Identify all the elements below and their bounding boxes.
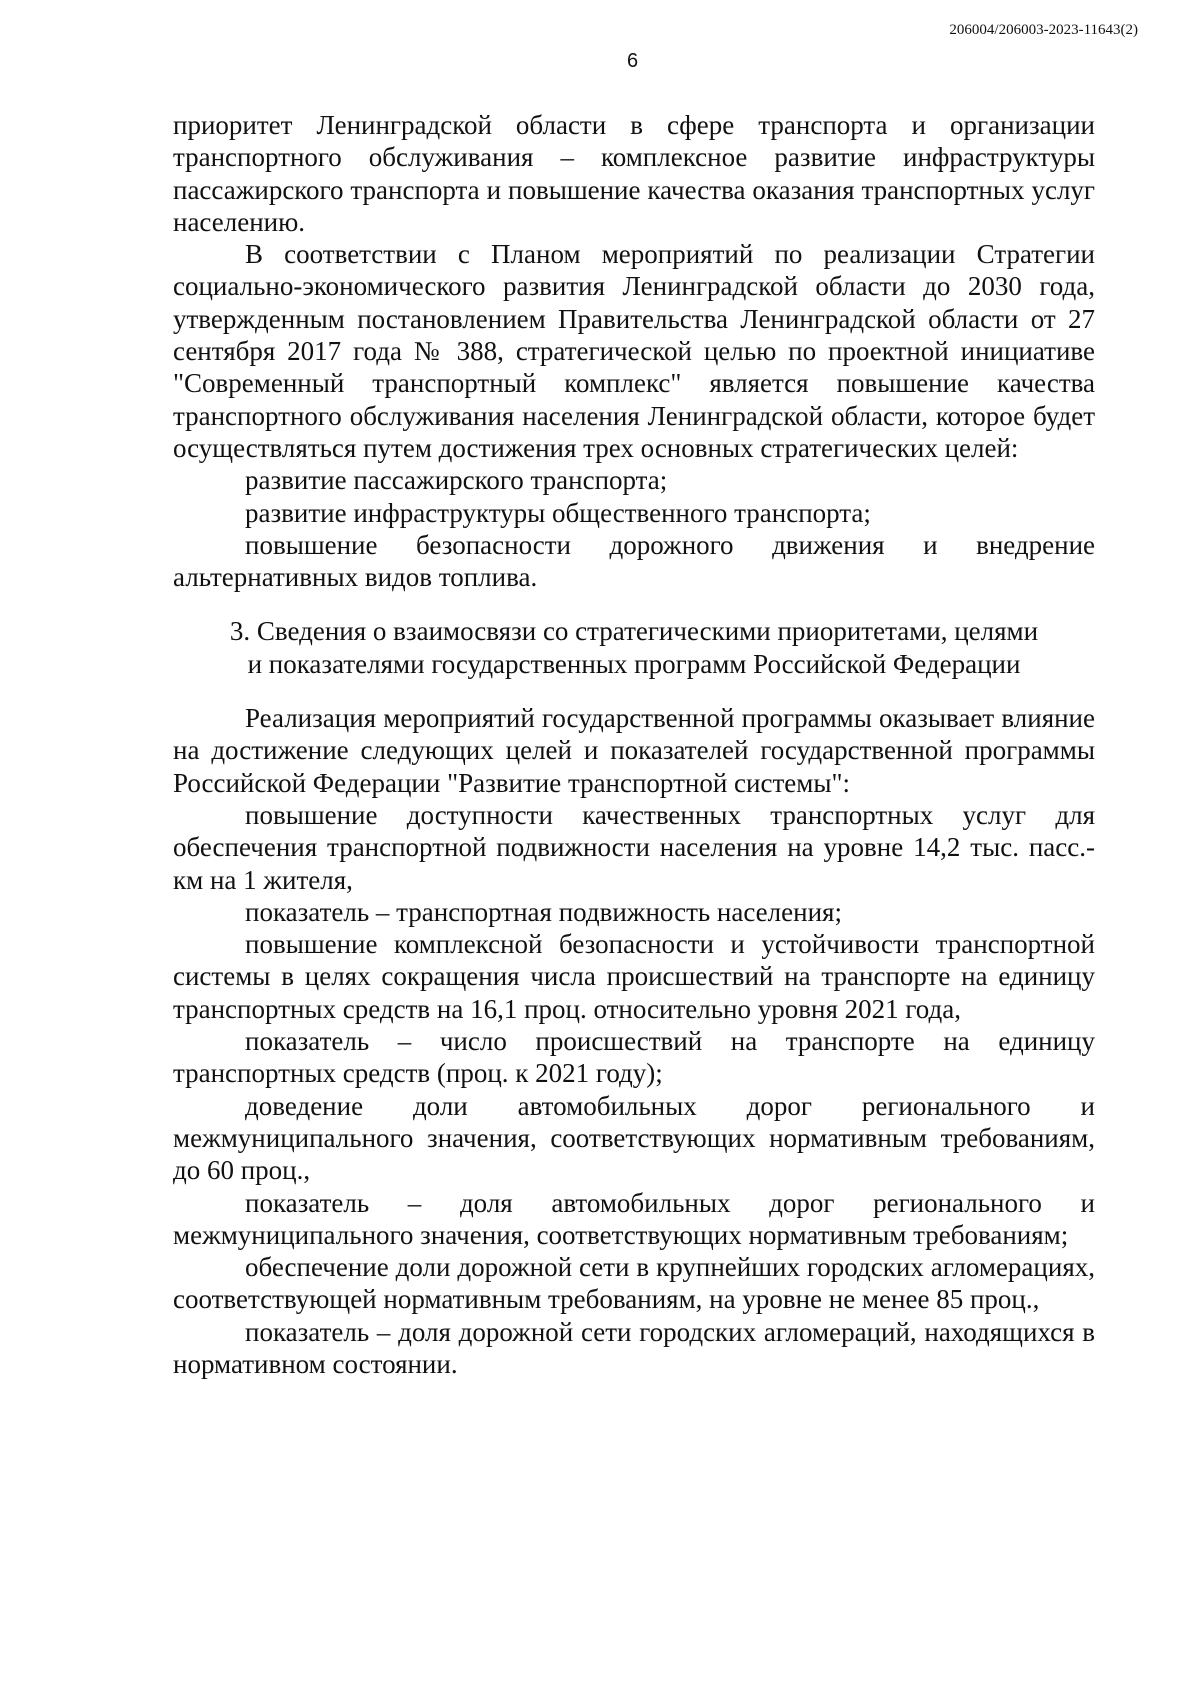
goal-transport-accessibility: повышение доступности качественных транспортных услуг для обеспечения транспортной подвижности населения на уровне 14,2 тыс. пасс.-км на 1 жителя, bbox=[173, 799, 1095, 895]
list-item-passenger-transport: развитие пассажирского транспорта; bbox=[245, 465, 668, 496]
paragraph-strategy-plan: В соответствии с Планом мероприятий по реализации Стратегии социально-экономического развития Ленинградской области до 2030 года, утвержденным постановлением Правительства Ленинградской области от 27 сентября 2017 года № 388, стратегической целью по проектной инициативе "Современный транспортный комплекс" является повышение качества транспортного обслуживания населения Ленинградской области, которое будет осуществляться путем достижения трех основных стратегических целей: bbox=[173, 239, 1095, 463]
indicator-transport-mobility: показатель – транспортная подвижность населения; bbox=[245, 896, 842, 927]
goal-transport-safety: повышение комплексной безопасности и устойчивости транспортной системы в целях сокращения числа происшествий на транспорте на единицу транспортных средств на 16,1 проц. относительно уровня 2021 года, bbox=[173, 929, 1095, 1024]
indicator-regional-roads: показатель – доля автомобильных дорог регионального и межмуниципального значения, соответствующих нормативным требованиям; bbox=[173, 1187, 1095, 1250]
page-number: 6 bbox=[626, 50, 639, 72]
list-item-public-transport-infrastructure: развитие инфраструктуры общественного транспорта; bbox=[245, 497, 871, 528]
document-body bbox=[173, 109, 1095, 1380]
paragraph-program-impact: Реализация мероприятий государственной программы оказывает влияние на достижение следующих целей и показателей государственной программы Российской Федерации "Развитие транспортной системы": bbox=[173, 703, 1095, 798]
indicator-agglomeration-roads: показатель – доля дорожной сети городских агломераций, находящихся в нормативном состоянии. bbox=[173, 1316, 1095, 1379]
indicator-incidents: показатель – число происшествий на транспорте на единицу транспортных средств (проц. к 2021 году); bbox=[173, 1026, 1095, 1089]
section-heading bbox=[173, 615, 1095, 680]
document-registration-number: 206004/206003-2023-11643(2) bbox=[949, 22, 1138, 38]
section-heading-line-2: и показателями государственных программ Российской Федерации bbox=[247, 648, 1021, 679]
goal-regional-roads: доведение доли автомобильных дорог регионального и межмуниципального значения, соответствующих нормативным требованиям, до 60 проц., bbox=[173, 1090, 1095, 1186]
section-heading-line-1: 3. Сведения о взаимосвязи со стратегическими приоритетами, целями bbox=[229, 616, 1039, 647]
goal-agglomeration-roads: обеспечение доли дорожной сети в крупнейших городских агломерациях, соответствующей нормативным требованиям, на уровне не менее 85 проц., bbox=[173, 1252, 1095, 1315]
paragraph-priority: приоритет Ленинградской области в сфере транспорта и организации транспортного обслуживания – комплексное развитие инфраструктуры пассажирского транспорта и повышение качества оказания транспортных услуг населению. bbox=[173, 110, 1095, 237]
list-item-road-safety: повышение безопасности дорожного движения и внедрение альтернативных видов топлива. bbox=[173, 529, 1095, 593]
